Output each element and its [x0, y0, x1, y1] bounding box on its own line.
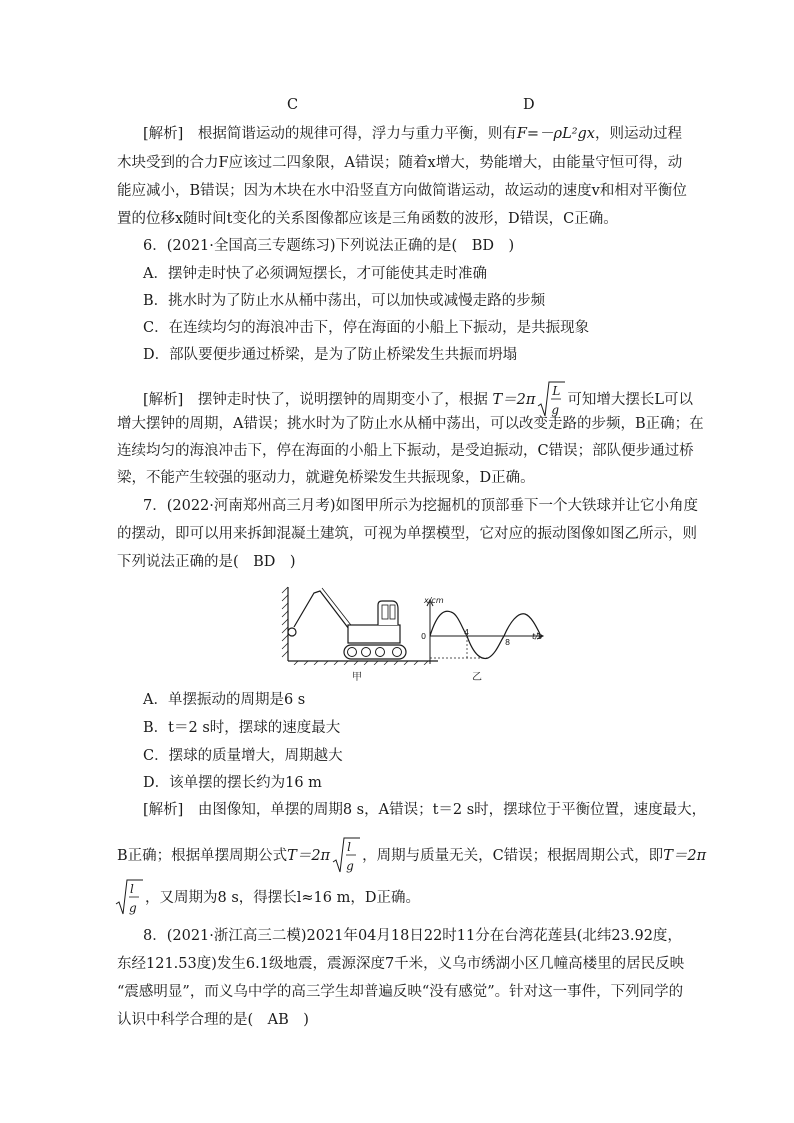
figure-label-yi: 乙 [472, 672, 482, 683]
graph-tick-4: 4 [464, 628, 470, 637]
graph-y-label: x/cm [424, 596, 444, 605]
sqrt-fraction: L g [537, 380, 565, 420]
analysis-tag: [解析] [143, 802, 184, 818]
q5-analysis-line-4: 置的位移x随时间t变化的关系图像都应该是三角函数的波形，D错误，C正确。 [117, 211, 618, 227]
excavator-figure [280, 585, 440, 665]
q7-stem-line-3: 下列说法正确的是( BD ) [117, 554, 296, 570]
period-formula: T＝2π [663, 848, 707, 864]
sqrt-fraction: l g [115, 878, 143, 918]
q8-stem-line-4: 认识中科学合理的是( AB ) [117, 1012, 309, 1028]
q7-stem-line-2: 的摆动，即可以用来拆卸混凝土建筑，可视为单摆模型，它对应的振动图像如图乙所示，则 [117, 526, 697, 542]
sqrt-fraction: l g [332, 836, 360, 876]
q7-option-d: D．该单摆的摆长约为16 m [143, 775, 322, 791]
q6-option-d: D．部队要便步通过桥梁，是为了防止桥梁发生共振而坍塌 [143, 347, 518, 363]
q6-option-b: B．挑水时为了防止水从桶中荡出，可以加快或减慢走路的步频 [143, 293, 546, 309]
q6-analysis-line-3: 连续均匀的海浪冲击下，停在海面的小船上下振动，是受迫振动，C错误；部队便步通过桥 [117, 443, 694, 459]
q8-stem-line-2: 东经121.53度)发生6.1级地震，震源深度7千米，义乌市绣湖小区几幢高楼里的居民反映 [117, 956, 685, 972]
q7-analysis-line-1: [解析] 由图像知，单摆的周期8 s，A错误；t＝2 s时，摆球位于平衡位置，速度最大， [143, 802, 707, 818]
graph-x-label: t/s [532, 632, 542, 641]
option-label-c: C [287, 97, 299, 113]
graph-tick-8: 8 [505, 638, 511, 647]
q8-stem-line-3: “震感明显”，而义乌中学的高三学生却普遍反映“没有感觉”。针对这一事件，下列同学的 [117, 984, 684, 1000]
period-formula: T＝2π [287, 848, 331, 864]
buoyancy-formula: F=－ρL²gx [516, 126, 595, 142]
analysis-tag: [解析] [143, 126, 184, 142]
q6-option-c: C．在连续均匀的海浪冲击下，停在海面的小船上下振动，是共振现象 [143, 320, 590, 336]
q6-analysis-line-4: 梁，不能产生较强的驱动力，就避免桥梁发生共振现象，D正确。 [117, 470, 535, 486]
option-label-d: D [523, 97, 535, 113]
q7-option-a: A．单摆振动的周期是6 s [143, 692, 306, 708]
q5-analysis-line-2: 木块受到的合力F应该过二四象限，A错误；随着x增大，势能增大，由能量守恒可得，动 [117, 155, 683, 171]
q7-analysis-line-2: B正确；根据单摆周期公式T＝2π l g ，周期与质量无关，C错误；根据周期公式，即T＝2π [117, 836, 706, 876]
graph-origin-label: 0 [421, 632, 427, 641]
q6-analysis-line-2: 增大摆钟的周期，A错误；挑水时为了防止水从桶中荡出，可以改变走路的步频，B正确；在 [117, 416, 704, 432]
period-formula: T＝2π [492, 392, 536, 408]
vibration-graph [418, 598, 548, 666]
q6-option-a: A．摆钟走时快了必须调短摆长，才可能使其走时准确 [143, 266, 487, 282]
q7-option-b: B．t＝2 s时，摆球的速度最大 [143, 720, 341, 736]
q7-analysis-line-3: l g ，又周期为8 s，得摆长l≈16 m，D正确。 [113, 878, 420, 918]
q6-analysis-line-1: [解析] 摆钟走时快了，说明摆钟的周期变小了，根据 T＝2π L g 可知增大摆长L可以 [143, 380, 693, 420]
q7-stem-line-1: 7．(2022·河南郑州高三月考)如图甲所示为挖掘机的顶部垂下一个大铁球并让它小角度 [143, 498, 699, 514]
figure-label-jia: 甲 [352, 672, 362, 683]
q5-analysis-line-3: 能应减小，B错误；因为木块在水中沿竖直方向做简谐运动，故运动的速度v和相对平衡位 [117, 183, 687, 199]
analysis-tag: [解析] [143, 392, 184, 408]
q5-analysis-line-1: [解析] 根据简谐运动的规律可得，浮力与重力平衡，则有F=－ρL²gx，则运动过程 [143, 126, 682, 142]
q6-stem: 6．(2021·全国高三专题练习)下列说法正确的是( BD ) [143, 238, 515, 254]
q7-option-c: C．摆球的质量增大，周期越大 [143, 748, 343, 764]
q8-stem-line-1: 8．(2021·浙江高三二模)2021年04月18日22时11分在台湾花莲县(北纬23.92度， [143, 928, 682, 944]
